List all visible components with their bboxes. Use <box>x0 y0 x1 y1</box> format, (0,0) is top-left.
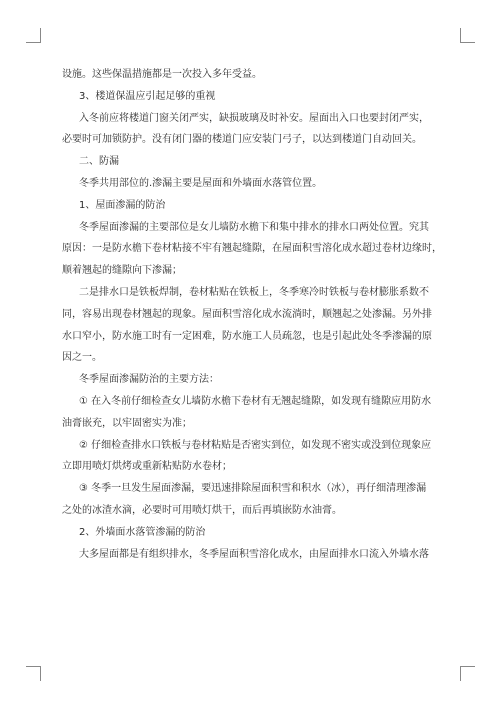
paragraph-line: 水口窄小，防水施工时有一定困难，防水施工人员疏忽，也是引起此处冬季渗漏的原 <box>62 330 432 342</box>
paragraph-line: 必要时可加锁防护。没有闭门器的楼道门应安装门弓子，以达到楼道门自动回关。 <box>62 134 422 146</box>
paragraph-line: 二是排水口是铁板焊制，卷材粘贴在铁板上，冬季寒冷时铁板与卷材膨胀系数不 <box>79 286 429 298</box>
list-item-continuation: 油膏嵌充，以牢固密实为准； <box>62 417 192 429</box>
paragraph-line: 冬季共用部位的.渗漏主要是屋面和外墙面水落管位置。 <box>79 177 323 189</box>
paragraph-line: 同，容易出现卷材翘起的现象。屋面积雪溶化成水流淌时，顺翘起之处渗漏。另外排 <box>62 308 432 320</box>
crop-mark-top-left <box>26 28 41 43</box>
document-body <box>62 64 442 565</box>
list-item: ② 仔细检查排水口铁板与卷材粘贴是否密实到位，如发现不密实或没到位现象应 <box>79 439 432 451</box>
list-item: ① 在入冬前仔细检查女儿墙防水檐下卷材有无翘起缝隙，如发现有缝隙应用防水 <box>79 395 432 407</box>
paragraph-line: 入冬前应将楼道门窗关闭严实，缺损玻璃及时补安。屋面出入口也要封闭严实， <box>79 112 429 124</box>
list-item-continuation: 之处的冰渣水滴，必要时可用喷灯烘干，而后再填嵌防水油膏。 <box>62 504 342 516</box>
crop-mark-top-right <box>460 28 475 43</box>
section-heading: 3、楼道保温应引起足够的重视 <box>79 90 216 102</box>
section-heading: 1、屋面渗漏的防治 <box>79 199 166 211</box>
section-heading: 二、防漏 <box>79 156 119 168</box>
section-heading: 2、外墙面水落管渗漏的防治 <box>79 526 206 538</box>
list-item-continuation: 立即用喷灯烘烤或重新粘贴防水卷材； <box>62 461 232 473</box>
crop-mark-bottom-left <box>26 666 41 681</box>
paragraph-line: 原因：一是防水檐下卷材粘接不牢有翘起缝隙，在屋面积雪溶化成水超过卷材边缘时， <box>62 243 442 255</box>
paragraph-line: 设施。这些保温措施都是一次投入多年受益。 <box>62 69 262 80</box>
list-item: ③ 冬季一旦发生屋面渗漏，要迅速排除屋面积雪和积水（冰），再仔细清理渗漏 <box>79 483 427 495</box>
paragraph-line: 顺着翘起的缝隙向下渗漏； <box>62 265 182 277</box>
paragraph-line: 大多屋面都是有组织排水，冬季屋面积雪溶化成水，由屋面排水口流入外墙水落 <box>79 548 429 560</box>
paragraph-line: 冬季屋面渗漏的主要部位是女儿墙防水檐下和集中排水的排水口两处位置。究其 <box>79 221 429 233</box>
paragraph-line: 因之一。 <box>62 352 102 364</box>
crop-mark-bottom-right <box>460 666 475 681</box>
paragraph-line: 冬季屋面渗漏防治的主要方法： <box>79 374 219 386</box>
